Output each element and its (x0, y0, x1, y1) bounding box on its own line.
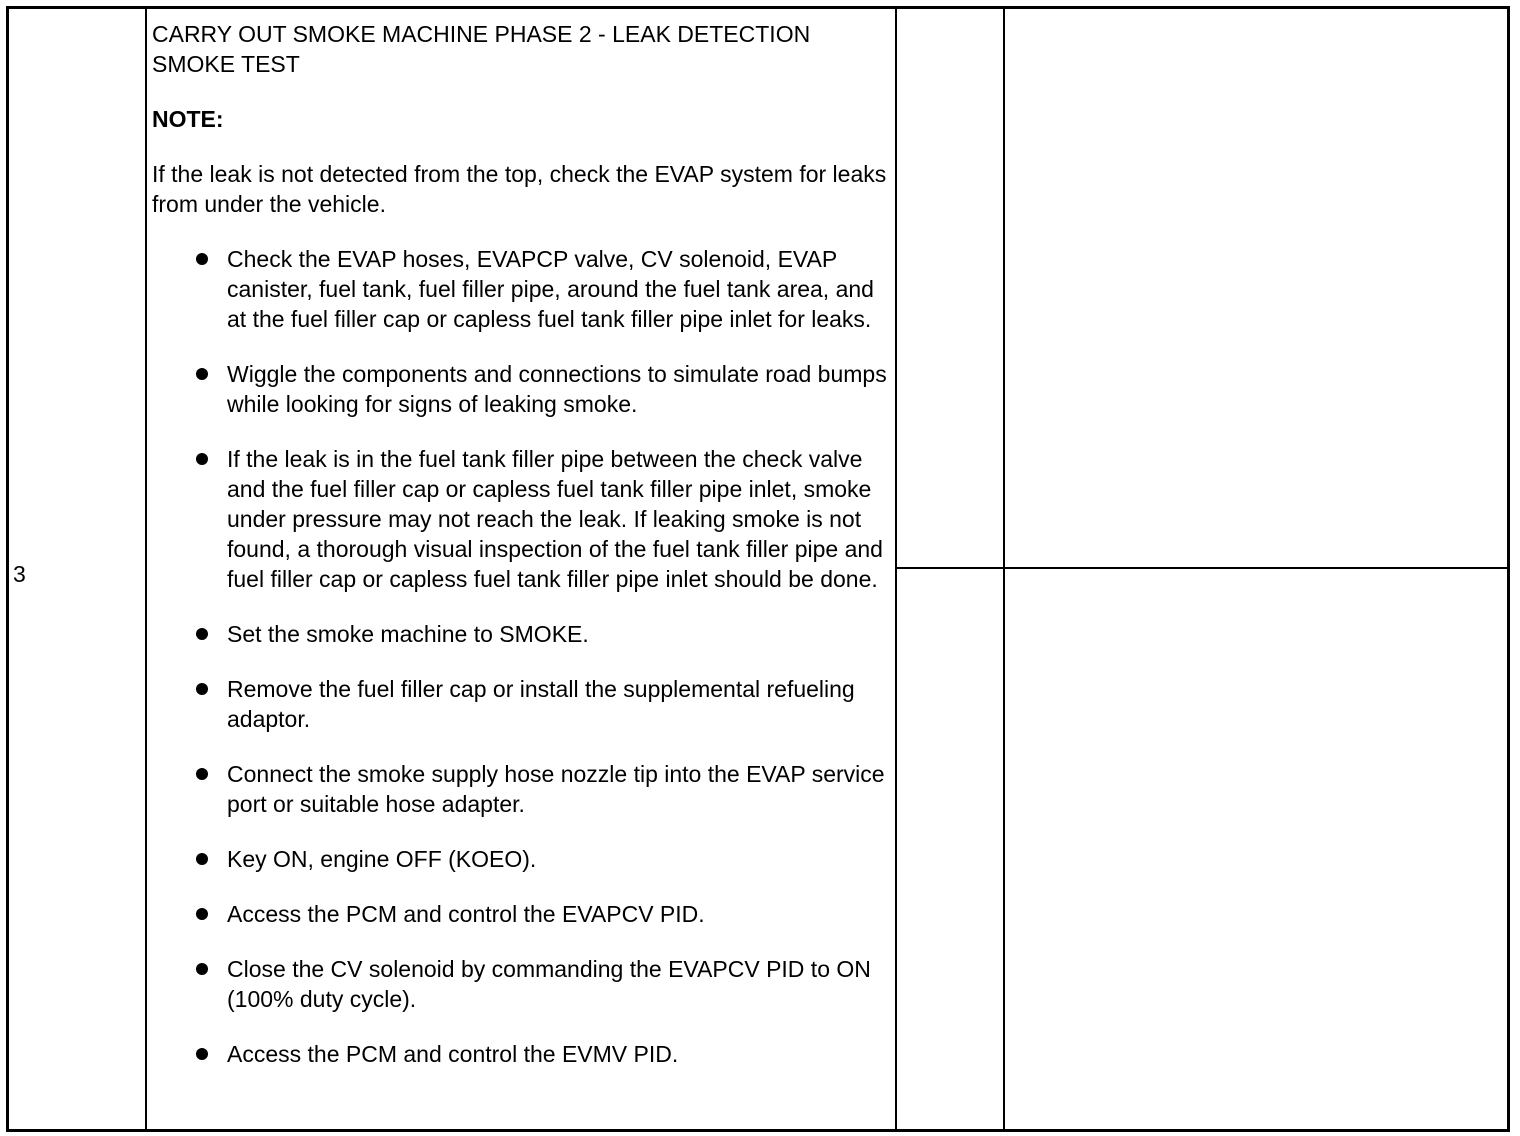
row-divider (895, 567, 1507, 569)
bullet-icon (196, 683, 208, 695)
list-item (152, 359, 894, 419)
list-item-text: Access the PCM and control the EVAPCV PID. (227, 901, 705, 927)
note-text: If the leak is not detected from the top, check the EVAP system for leaks from under the vehicle. (152, 161, 887, 217)
list-item (152, 844, 894, 874)
list-item (152, 899, 894, 929)
step-number: 3 (13, 561, 26, 587)
list-item (152, 674, 894, 734)
list-item-text: Check the EVAP hoses, EVAPCP valve, CV solenoid, EVAP canister, fuel tank, fuel filler pipe, around the fuel tank area, and at the fuel filler cap or capless fuel tank filler pipe inlet for leaks. (227, 246, 874, 332)
procedure-table (6, 6, 1510, 1132)
list-item (152, 759, 894, 819)
bullet-icon (196, 768, 208, 780)
list-item (152, 619, 894, 649)
instruction-list (152, 244, 894, 1069)
list-item (152, 244, 894, 334)
list-item-text: Remove the fuel filler cap or install the supplemental refueling adaptor. (227, 676, 855, 732)
list-item-text: If the leak is in the fuel tank filler pipe between the check valve and the fuel filler cap or capless fuel tank filler pipe inlet, smoke under pressure may not reach the leak. If leaking smoke is not found, a thorough visual inspection of the fuel tank filler pipe and fuel filler cap or capless fuel tank filler pipe inlet should be done. (227, 446, 883, 592)
list-item (152, 954, 894, 1014)
note-label: NOTE: (152, 106, 224, 132)
step-title: CARRY OUT SMOKE MACHINE PHASE 2 - LEAK DETECTION SMOKE TEST (152, 21, 811, 77)
bullet-icon (196, 453, 208, 465)
bullet-icon (196, 253, 208, 265)
bullet-icon (196, 1048, 208, 1060)
list-item-text: Set the smoke machine to SMOKE. (227, 621, 589, 647)
column-divider-2 (895, 9, 897, 1129)
list-item-text: Access the PCM and control the EVMV PID. (227, 1041, 679, 1067)
column-divider-1 (145, 9, 147, 1129)
list-item (152, 1039, 894, 1069)
bullet-icon (196, 908, 208, 920)
bullet-icon (196, 368, 208, 380)
list-item-text: Key ON, engine OFF (KOEO). (227, 846, 537, 872)
step-content (152, 19, 894, 1094)
list-item-text: Wiggle the components and connections to simulate road bumps while looking for signs of leaking smoke. (227, 361, 887, 417)
list-item-text: Connect the smoke supply hose nozzle tip into the EVAP service port or suitable hose adapter. (227, 761, 885, 817)
list-item (152, 444, 894, 594)
bullet-icon (196, 963, 208, 975)
list-item-text: Close the CV solenoid by commanding the EVAPCV PID to ON (100% duty cycle). (227, 956, 871, 1012)
column-divider-3 (1003, 9, 1005, 1129)
bullet-icon (196, 628, 208, 640)
bullet-icon (196, 853, 208, 865)
